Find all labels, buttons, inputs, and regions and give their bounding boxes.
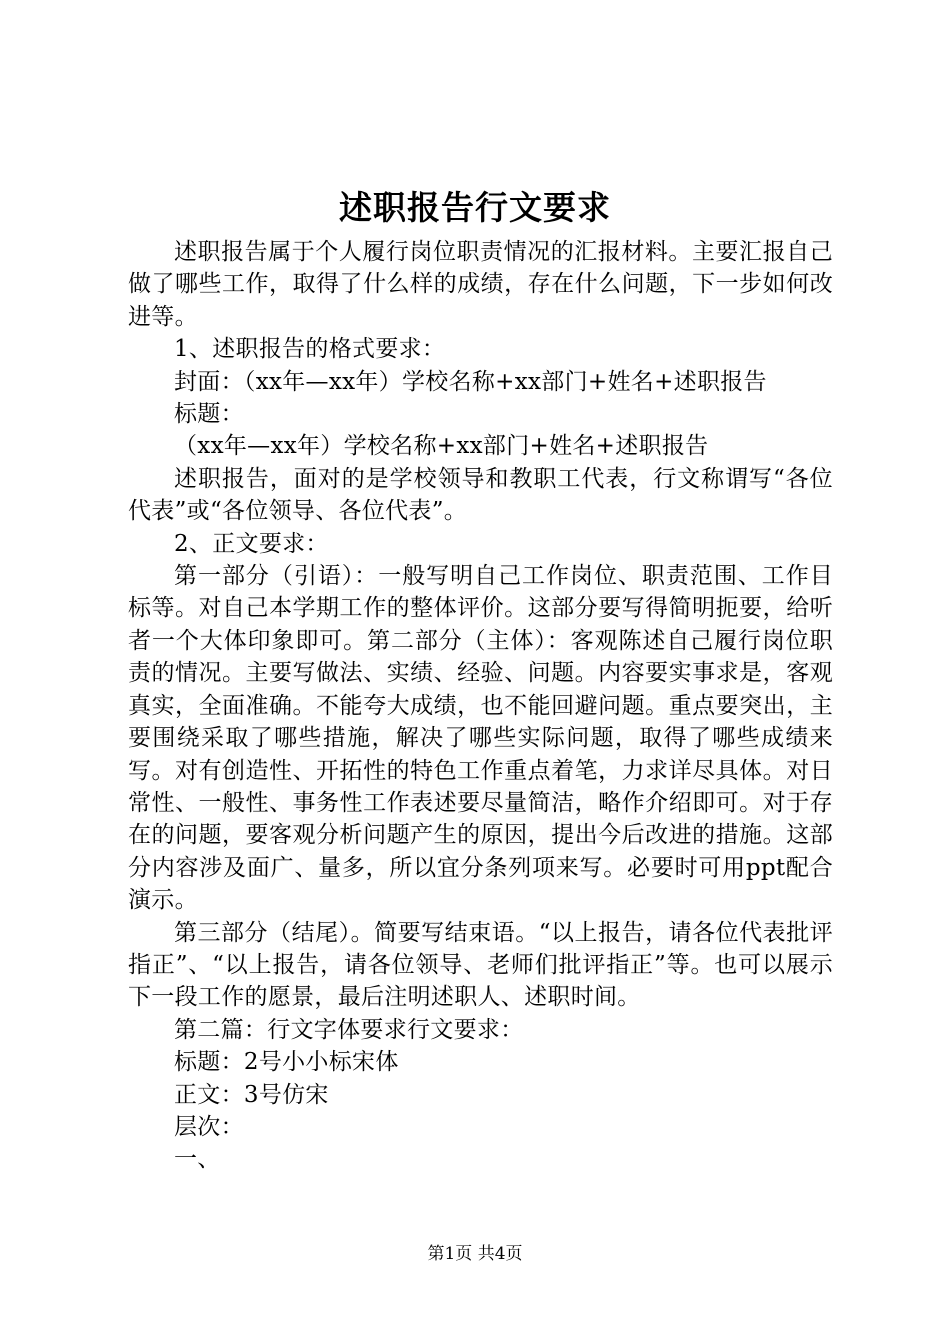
paragraph-address: 述职报告，面对的是学校领导和教职工代表，行文称谓写“各位代表”或“各位领导、各位代表”。 — [128, 465, 833, 525]
paragraph-title-label: 标题： — [174, 401, 244, 428]
paragraph-cover: 封面：（xx年—xx年）学校名称+xx部门+姓名+述职报告 — [174, 368, 767, 395]
document-title: 述职报告行文要求 — [339, 188, 611, 227]
paragraph-part-three: 第三部分（结尾）。简要写结束语。“以上报告，请各位代表批评指正”、“以上报告，请各位领导、老师们批评指正”等。也可以展示下一段工作的愿景，最后注明述职人、述职时间。 — [128, 919, 833, 1011]
page-footer: 第1页 共4页 — [427, 1244, 523, 1264]
paragraph-intro: 述职报告属于个人履行岗位职责情况的汇报材料。主要汇报自己做了哪些工作，取得了什么样的成绩，存在什么问题，下一步如何改进等。 — [128, 239, 833, 330]
document-body — [128, 236, 833, 1176]
paragraph-title-format: （xx年—xx年）学校名称+xx部门+姓名+述职报告 — [174, 433, 709, 460]
paragraph-body-heading: 2、正文要求： — [174, 530, 329, 557]
paragraph-levels: 层次： — [174, 1113, 244, 1140]
paragraph-second-article: 第二篇：行文字体要求行文要求： — [174, 1016, 524, 1043]
paragraph-level-one: 一、 — [174, 1146, 221, 1173]
paragraph-format-heading: 1、述职报告的格式要求： — [174, 336, 446, 363]
paragraph-title-font: 标题：2号小小标宋体 — [174, 1049, 399, 1076]
paragraph-part-one-two: 第一部分（引语）：一般写明自己工作岗位、职责范围、工作目标等。对自己本学期工作的整体评价。这部分要写得简明扼要，给听者一个大体印象即可。第二部分（主体）：客观陈述自己履行岗位职责的情况。主要写做法、实绩、经验、问题。内容要实事求是，客观真实，全面准确。不能夸大成绩，也不能回避问题。重点要突出，主要围绕采取了哪些措施，解决了哪些实际问题，取得了哪些成绩来写。对有创造性、开拓性的特色工作重点着笔，力求详尽具体。对日常性、一般性、事务性工作表述要尽量简洁，略作介绍即可。对于存在的问题，要客观分析问题产生的原因，提出今后改进的措施。这部分内容涉及面广、量多，所以宜分条列项来写。必要时可用ppt配合演示。 — [128, 563, 833, 914]
paragraph-body-font: 正文：3号仿宋 — [174, 1081, 329, 1108]
